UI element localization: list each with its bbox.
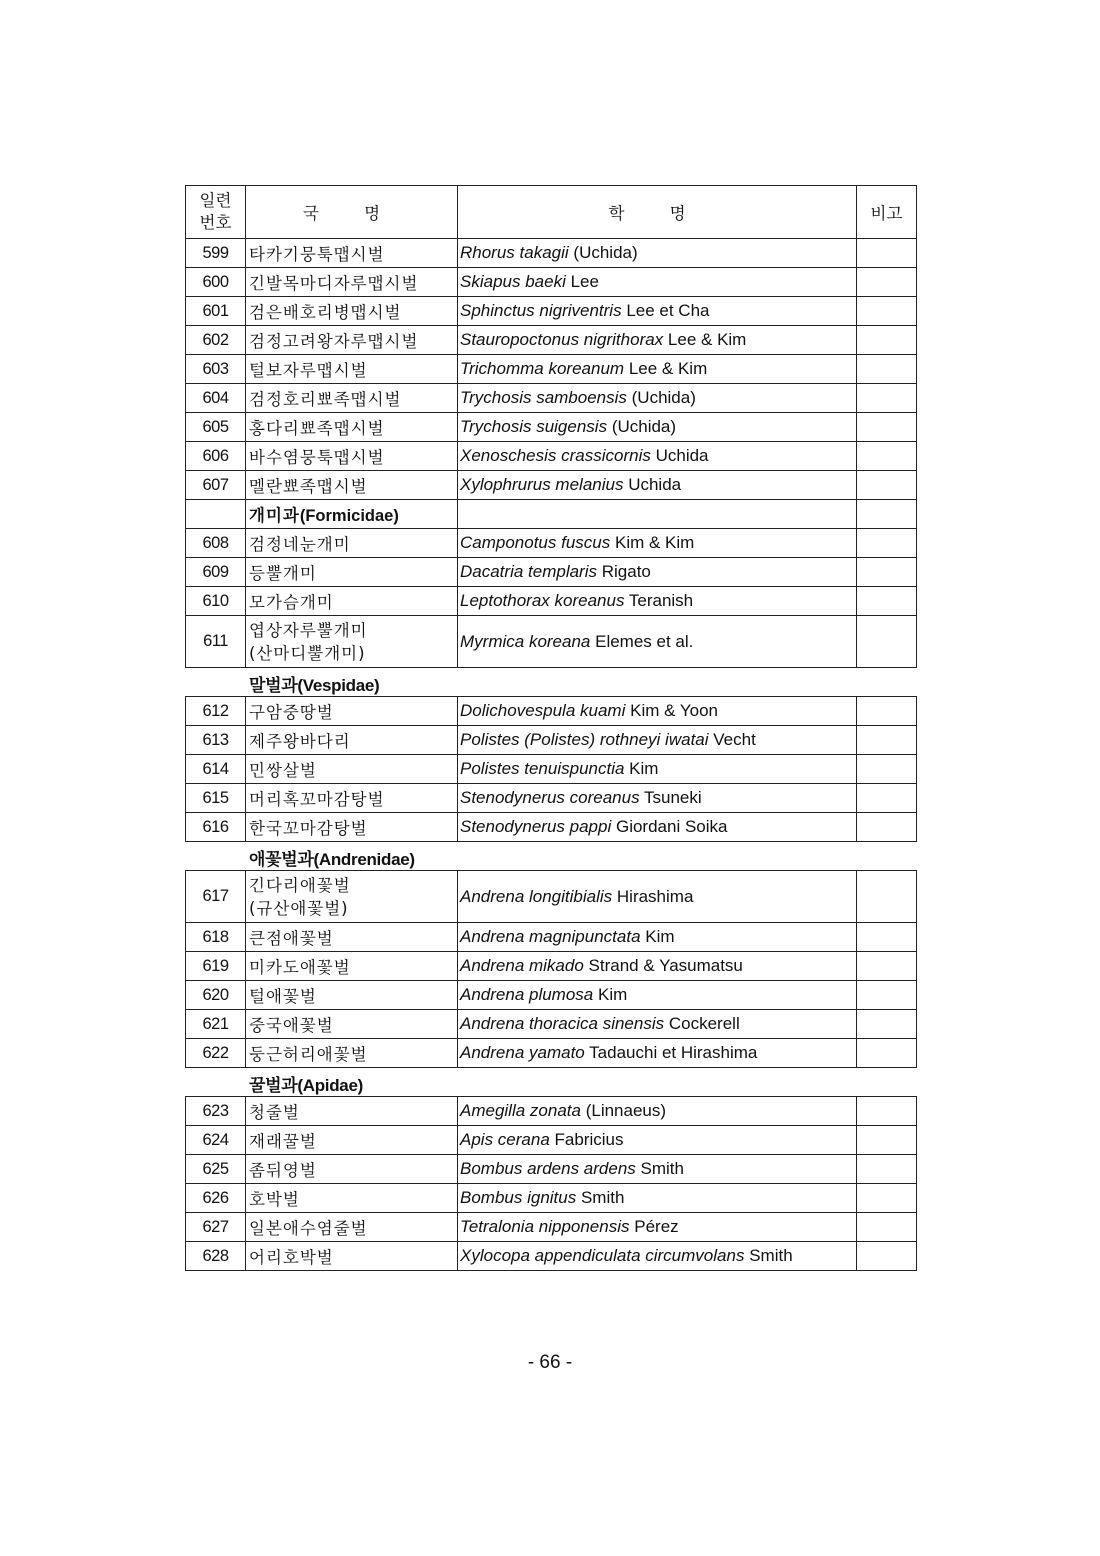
header-korean-name-label: 국 명	[302, 204, 401, 223]
page-number: - 66 -	[527, 1352, 573, 1373]
author: (Linnaeus)	[585, 1101, 667, 1120]
note-cell	[857, 1039, 917, 1068]
binomial: Andrena plumosa	[460, 985, 594, 1004]
note-cell	[857, 981, 917, 1010]
binomial: Bombus ignitus	[460, 1188, 577, 1207]
author: Tadauchi et Hirashima	[589, 1043, 758, 1062]
author: (Uchida)	[573, 243, 638, 262]
table-row	[186, 355, 917, 384]
species-table-part-4	[185, 1096, 917, 1271]
scientific-name	[458, 755, 857, 784]
binomial: Dacatria templaris	[460, 562, 597, 581]
table-row	[186, 413, 917, 442]
binomial: Camponotus fuscus	[460, 533, 611, 552]
author: (Uchida)	[631, 388, 696, 407]
serial-number: 627	[186, 1213, 246, 1242]
binomial: Sphinctus nigriventris	[460, 301, 622, 320]
korean-name: 검정네눈개미	[246, 529, 458, 558]
family-korean: 개미과	[249, 506, 300, 525]
family-heading-andrenidae	[249, 845, 415, 870]
author: Lee et Cha	[626, 301, 710, 320]
binomial: Myrmica koreana	[460, 631, 591, 651]
family-korean: 애꽃벌과	[249, 850, 314, 870]
table-row	[186, 239, 917, 268]
scientific-name	[458, 616, 857, 668]
family-heading-vespidae	[249, 671, 379, 696]
note-cell	[857, 1126, 917, 1155]
table-row	[186, 871, 917, 923]
header-scientific-name-label: 학 명	[608, 204, 706, 223]
note-cell	[857, 1097, 917, 1126]
species-table-part-2	[185, 696, 917, 842]
korean-name-primary: 엽상자루뿔개미	[249, 620, 368, 640]
table-row	[186, 726, 917, 755]
korean-name: 미카도애꽃벌	[246, 952, 458, 981]
binomial: Andrena mikado	[460, 956, 584, 975]
author: Strand & Yasumatsu	[588, 956, 743, 975]
scientific-name	[458, 697, 857, 726]
note-cell	[857, 871, 917, 923]
table-row	[186, 268, 917, 297]
family-korean: 말벌과	[249, 676, 298, 696]
author: Lee	[570, 272, 599, 291]
author: Kim & Kim	[614, 533, 695, 552]
note-cell	[857, 239, 917, 268]
serial-number: 608	[186, 529, 246, 558]
note-cell	[857, 952, 917, 981]
family-latin: (Andrenidae)	[313, 850, 415, 869]
binomial: Polistes tenuispunctia	[460, 759, 625, 778]
serial-number: 599	[186, 239, 246, 268]
korean-name: 민쌍살벌	[246, 755, 458, 784]
korean-name: 일본애수염줄벌	[246, 1213, 458, 1242]
note-cell	[857, 784, 917, 813]
binomial: Bombus ardens ardens	[460, 1159, 636, 1178]
binomial: Stenodynerus pappi	[460, 817, 612, 836]
table-row	[186, 442, 917, 471]
scientific-name	[458, 871, 857, 923]
table-row	[186, 1039, 917, 1068]
binomial: Xylocopa appendiculata circumvolans	[460, 1246, 745, 1265]
scientific-name	[458, 923, 857, 952]
serial-number: 628	[186, 1242, 246, 1271]
table-row	[186, 697, 917, 726]
serial-number: 606	[186, 442, 246, 471]
serial-number: 618	[186, 923, 246, 952]
binomial: Amegilla zonata	[460, 1101, 581, 1120]
serial-number: 607	[186, 471, 246, 500]
table-row	[186, 952, 917, 981]
author: Teranish	[628, 591, 694, 610]
binomial: Andrena longitibialis	[460, 886, 613, 906]
scientific-name	[458, 1010, 857, 1039]
author: Smith	[640, 1159, 684, 1178]
serial-number: 615	[186, 784, 246, 813]
table-row	[186, 755, 917, 784]
serial-number: 602	[186, 326, 246, 355]
serial-number: 601	[186, 297, 246, 326]
korean-name: 중국애꽃벌	[246, 1010, 458, 1039]
family-korean: 꿀벌과	[249, 1076, 298, 1096]
note-cell	[857, 726, 917, 755]
binomial: Apis cerana	[460, 1130, 550, 1149]
author: Smith	[580, 1188, 625, 1207]
scientific-name	[458, 1242, 857, 1271]
serial-number: 600	[186, 268, 246, 297]
korean-name: 한국꼬마감탕벌	[246, 813, 458, 842]
serial-number: 622	[186, 1039, 246, 1068]
korean-name: 호박벌	[246, 1184, 458, 1213]
header-serial-line2: 번호	[199, 213, 232, 232]
serial-number: 610	[186, 587, 246, 616]
author: Kim	[645, 927, 675, 946]
korean-name: 청줄벌	[246, 1097, 458, 1126]
note-cell	[857, 529, 917, 558]
scientific-name	[458, 268, 857, 297]
korean-name: 둥근허리애꽃벌	[246, 1039, 458, 1068]
serial-number: 619	[186, 952, 246, 981]
species-table-part-3	[185, 870, 917, 1068]
table-row	[186, 384, 917, 413]
serial-number: 605	[186, 413, 246, 442]
note-cell	[857, 268, 917, 297]
korean-name-primary: 긴다리애꽃벌	[249, 875, 351, 895]
author: Vecht	[713, 730, 756, 749]
korean-name: 재래꿀벌	[246, 1126, 458, 1155]
note-cell	[857, 500, 917, 529]
table-row	[186, 923, 917, 952]
author: Hirashima	[616, 886, 694, 906]
scientific-name	[458, 355, 857, 384]
note-cell	[857, 413, 917, 442]
species-table-part-1	[185, 185, 917, 668]
korean-name: 털보자루맵시벌	[246, 355, 458, 384]
serial-number: 624	[186, 1126, 246, 1155]
binomial: Skiapus baeki	[460, 272, 566, 291]
binomial: Stenodynerus coreanus	[460, 788, 640, 807]
table-row	[186, 529, 917, 558]
note-cell	[857, 616, 917, 668]
family-latin: (Vespidae)	[297, 676, 380, 695]
scientific-name	[458, 587, 857, 616]
subgenus: (Polistes)	[524, 730, 596, 749]
table-row	[186, 1155, 917, 1184]
note-cell	[857, 442, 917, 471]
note-cell	[857, 1242, 917, 1271]
korean-name: 큰점애꽃벌	[246, 923, 458, 952]
korean-name: 어리호박벌	[246, 1242, 458, 1271]
scientific-name	[458, 471, 857, 500]
header-note: 비고	[857, 186, 917, 239]
table-row	[186, 297, 917, 326]
note-cell	[857, 471, 917, 500]
serial-number: 604	[186, 384, 246, 413]
serial-number: 623	[186, 1097, 246, 1126]
binomial: Rhorus takagii	[460, 243, 569, 262]
scientific-name	[458, 784, 857, 813]
author: Kim & Yoon	[630, 701, 719, 720]
korean-name: 바수염뭉툭맵시벌	[246, 442, 458, 471]
scientific-name	[458, 326, 857, 355]
binomial: Xenoschesis crassicornis	[460, 446, 651, 465]
note-cell	[857, 297, 917, 326]
table-row	[186, 813, 917, 842]
scientific-name	[458, 1039, 857, 1068]
scientific-name	[458, 529, 857, 558]
korean-name: 제주왕바다리	[246, 726, 458, 755]
header-korean-name	[246, 186, 458, 239]
table-row	[186, 558, 917, 587]
table-row	[186, 1213, 917, 1242]
author: Fabricius	[554, 1130, 624, 1149]
family-name	[246, 500, 458, 529]
header-scientific-name	[458, 186, 857, 239]
serial-number: 614	[186, 755, 246, 784]
table-row	[186, 587, 917, 616]
binomial: Stauropoctonus nigrithorax	[460, 330, 664, 349]
scientific-name	[458, 813, 857, 842]
species-epithet: rothneyi iwatai	[599, 730, 709, 749]
scientific-name	[458, 413, 857, 442]
scientific-name	[458, 297, 857, 326]
author: Rigato	[601, 562, 651, 581]
note-cell	[857, 923, 917, 952]
note-cell	[857, 384, 917, 413]
scientific-name	[458, 1184, 857, 1213]
family-heading-apidae	[249, 1071, 363, 1096]
note-cell	[857, 1155, 917, 1184]
korean-name: 홍다리뾰족맵시벌	[246, 413, 458, 442]
korean-name: 타카기뭉툭맵시벌	[246, 239, 458, 268]
table-row	[186, 616, 917, 668]
korean-name: 털애꽃벌	[246, 981, 458, 1010]
korean-name-alternate: (규산애꽃벌)	[249, 898, 349, 918]
serial-number: 612	[186, 697, 246, 726]
author: Uchida	[655, 446, 709, 465]
table-row	[186, 981, 917, 1010]
note-cell	[857, 355, 917, 384]
scientific-name	[458, 726, 857, 755]
table-row	[186, 1242, 917, 1271]
scientific-name	[458, 1126, 857, 1155]
binomial: Tetralonia nipponensis	[460, 1217, 630, 1236]
author: Pérez	[634, 1217, 679, 1236]
note-cell	[857, 755, 917, 784]
korean-name: 멜란뾰족맵시벌	[246, 471, 458, 500]
scientific-name	[458, 981, 857, 1010]
table-row	[186, 1010, 917, 1039]
korean-name: 모가슴개미	[246, 587, 458, 616]
binomial: Leptothorax koreanus	[460, 591, 625, 610]
korean-name	[246, 616, 458, 668]
binomial: Trychosis samboensis	[460, 388, 627, 407]
serial-number: 603	[186, 355, 246, 384]
author: Kim	[629, 759, 659, 778]
serial-number: 611	[186, 616, 246, 668]
serial-number: 616	[186, 813, 246, 842]
binomial: Andrena yamato	[460, 1043, 585, 1062]
author: Cockerell	[668, 1014, 740, 1033]
table-header-row	[186, 186, 917, 239]
note-cell	[857, 326, 917, 355]
korean-name: 좀뒤영벌	[246, 1155, 458, 1184]
author: Giordani Soika	[615, 817, 728, 836]
serial-number: 613	[186, 726, 246, 755]
genus: Polistes	[460, 730, 520, 749]
author: Elemes et al.	[595, 631, 694, 651]
scientific-name	[458, 558, 857, 587]
table-row	[186, 471, 917, 500]
serial-number: 617	[186, 871, 246, 923]
korean-name: 구암중땅벌	[246, 697, 458, 726]
author: Kim	[598, 985, 628, 1004]
author: Tsuneki	[643, 788, 702, 807]
korean-name	[246, 871, 458, 923]
serial-number: 621	[186, 1010, 246, 1039]
korean-name: 등뿔개미	[246, 558, 458, 587]
serial-number: 626	[186, 1184, 246, 1213]
korean-name: 머리혹꼬마감탕벌	[246, 784, 458, 813]
note-cell	[857, 1010, 917, 1039]
header-serial-number	[186, 186, 246, 239]
korean-name: 긴발목마디자루맵시벌	[246, 268, 458, 297]
family-latin: (Formicidae)	[299, 507, 399, 525]
author: Uchida	[628, 475, 682, 494]
binomial: Andrena magnipunctata	[460, 927, 641, 946]
serial-number: 625	[186, 1155, 246, 1184]
scientific-name	[458, 1097, 857, 1126]
note-cell	[857, 1213, 917, 1242]
scientific-name	[458, 952, 857, 981]
scientific-name	[458, 1155, 857, 1184]
note-cell	[857, 697, 917, 726]
family-row-formicidae	[186, 500, 917, 529]
scientific-name-empty	[458, 500, 857, 529]
binomial: Trychosis suigensis	[460, 417, 608, 436]
korean-name: 검은배호리병맵시벌	[246, 297, 458, 326]
author: (Uchida)	[611, 417, 677, 436]
binomial: Dolichovespula kuami	[460, 701, 626, 720]
note-cell	[857, 558, 917, 587]
binomial: Trichomma koreanum	[460, 359, 625, 378]
author: Lee & Kim	[667, 330, 747, 349]
binomial: Andrena thoracica sinensis	[460, 1014, 665, 1033]
serial-number: 620	[186, 981, 246, 1010]
table-row	[186, 326, 917, 355]
note-cell	[857, 587, 917, 616]
korean-name-alternate: (산마디뿔개미)	[249, 643, 366, 663]
scientific-name	[458, 239, 857, 268]
korean-name: 검정고려왕자루맵시벌	[246, 326, 458, 355]
family-latin: (Apidae)	[297, 1076, 363, 1095]
table-row	[186, 1097, 917, 1126]
table-row	[186, 1184, 917, 1213]
author: Smith	[749, 1246, 793, 1265]
serial-number: 609	[186, 558, 246, 587]
scientific-name	[458, 384, 857, 413]
korean-name: 검정호리뾰족맵시벌	[246, 384, 458, 413]
serial-number-empty	[186, 500, 246, 529]
author: Lee & Kim	[628, 359, 708, 378]
scientific-name	[458, 442, 857, 471]
note-cell	[857, 813, 917, 842]
scientific-name	[458, 1213, 857, 1242]
table-row	[186, 1126, 917, 1155]
note-cell	[857, 1184, 917, 1213]
header-serial-line1: 일련	[199, 191, 232, 210]
binomial: Xylophrurus melanius	[460, 475, 624, 494]
table-row	[186, 784, 917, 813]
